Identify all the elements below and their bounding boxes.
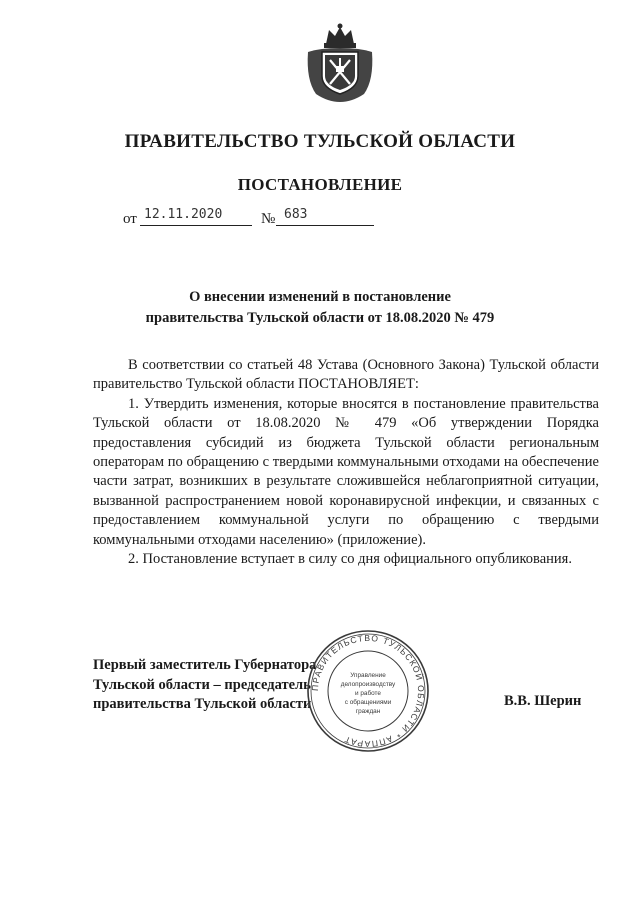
signatory-title [93, 656, 316, 715]
body-item-1: 1. Утвердить изменения, которые вносятся в постановление правительства Тульской области от 18.08.2020 № 479 «Об утверждении Порядка предоставления субсидий из бюджета Тульской области региональным операторам по обращению с твердыми коммунальными отходами на обеспечение части затрат, возникших в результате сложившейся неблагоприятной ситуации, вызванной распространением новой коронавирусной инфекции, и связанных с предоставлением коммунальной услуги по обращению с твердыми коммунальными отходами населению» (приложение). [93, 395, 599, 548]
stamp-center-line-3: и работе [355, 690, 381, 697]
number-value: 683 [276, 207, 374, 226]
coat-of-arms-icon [302, 22, 378, 104]
stamp-center-line-2: делопроизводству [340, 681, 396, 688]
signatory-line-1: Первый заместитель Губернатора [93, 657, 317, 673]
stamp-center-line-1: Управление [350, 672, 386, 679]
date-value: 12.11.2020 [140, 207, 252, 226]
date-label: от [123, 211, 137, 227]
stamp-center-line-5: граждан [355, 708, 381, 715]
signatory-line-3: правительства Тульской области [93, 696, 312, 712]
body-item-2: 2. Постановление вступает в силу со дня официального опубликования. [128, 551, 572, 568]
government-title: ПРАВИТЕЛЬСТВО ТУЛЬСКОЙ ОБЛАСТИ [124, 131, 516, 152]
number-label: № [261, 211, 276, 227]
subject-line-2: правительства Тульской области от 18.08.2020 № 479 [145, 310, 495, 326]
stamp-center-line-4: с обращениями [344, 699, 392, 706]
body-intro-paragraph: В соответствии со статьей 48 Устава (Основного Закона) Тульской области правительство Тульской области ПОСТАНОВЛЯЕТ: [93, 357, 599, 393]
document-subject [0, 287, 640, 329]
official-stamp-icon [305, 628, 431, 754]
document-body [93, 356, 599, 569]
document-type: ПОСТАНОВЛЕНИЕ [237, 175, 403, 194]
signatory-line-2: Тульской области – председатель [93, 676, 311, 693]
subject-line-1: О внесении изменений в постановление [189, 289, 451, 305]
signatory-name: В.В. Шерин [504, 693, 582, 709]
stamp-ring-text: ПРАВИТЕЛЬСТВО ТУЛЬСКОЙ ОБЛАСТИ * АППАРАТ [309, 632, 427, 750]
